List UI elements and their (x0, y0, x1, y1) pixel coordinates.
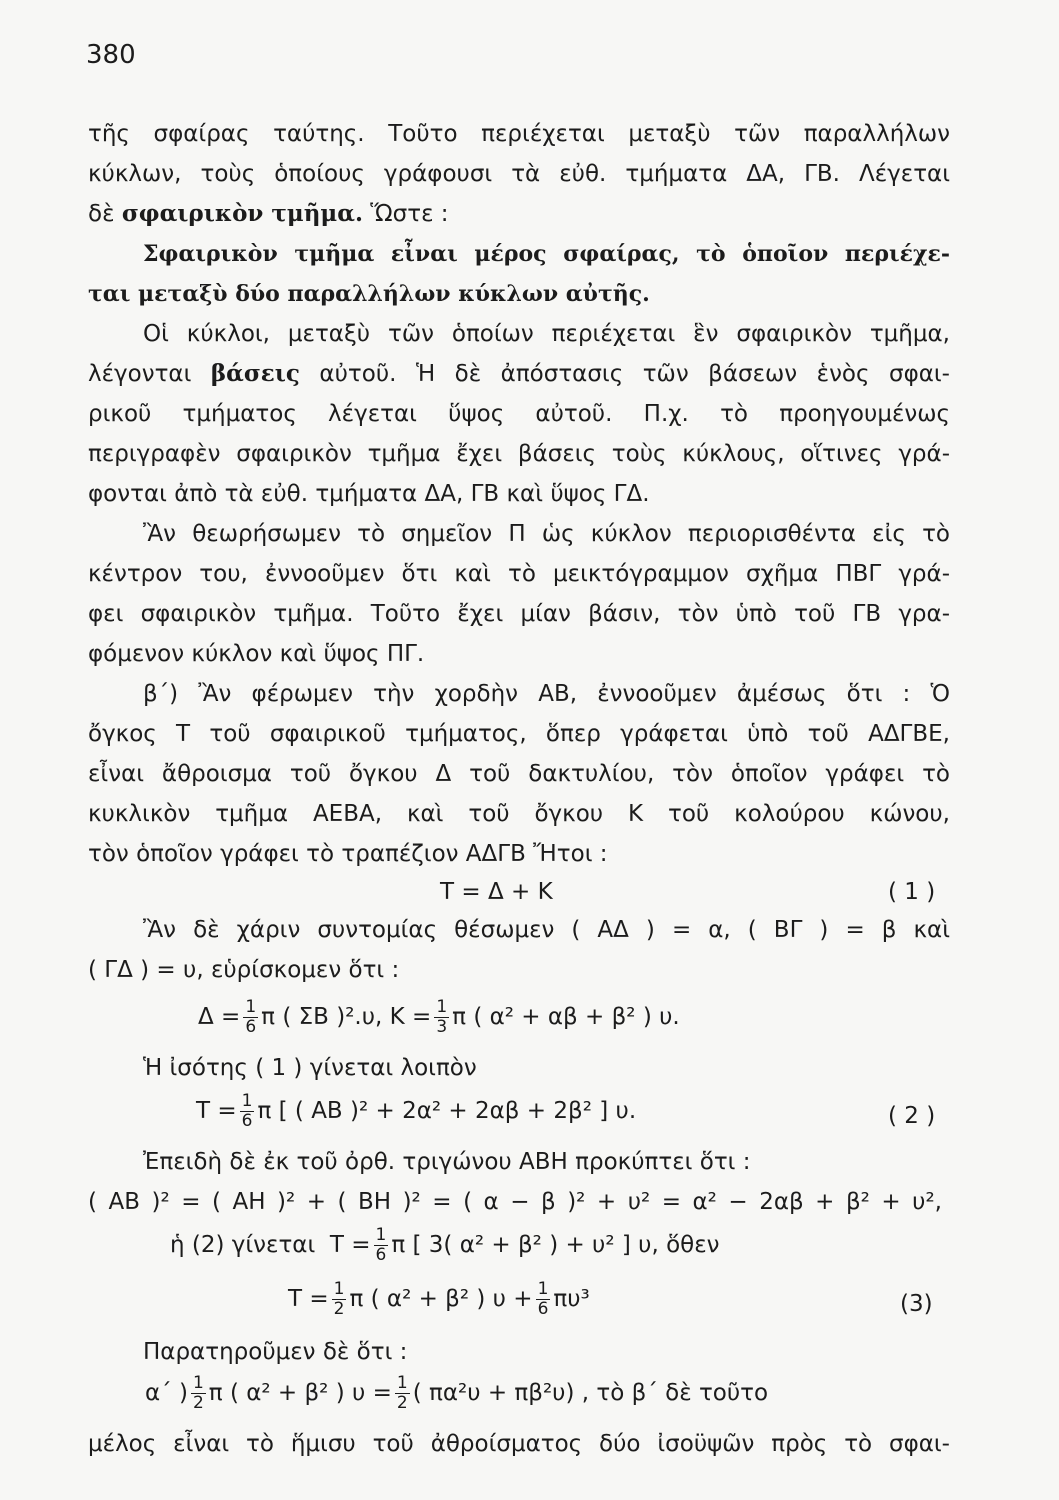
equation-number-2: ( 2 ) (888, 1103, 936, 1129)
fraction (243, 998, 258, 1037)
text-line-6: ρικοῦ τμήματος λέγεται ὕψος αὐτοῦ. Π.χ. τὸ προηγουμένως (88, 401, 950, 427)
definition-line-2: ται μεταξὺ δύο παραλλήλων κύκλων αὐτῆς. (88, 281, 650, 307)
equation-1: Τ = Δ + Κ (440, 879, 553, 905)
text-line-13: β΄) Ἂν φέρωμεν τὴν χορδὴν ΑΒ, ἐννοοῦμεν ἀμέσως ὅτι : Ὁ (143, 681, 950, 707)
text-line-23: μέλος εἶναι τὸ ἥμισυ τοῦ ἀθροίσματος δύο ἰσοϋψῶν πρὸς τὸ σφαι- (88, 1431, 950, 1457)
fraction-denominator: 2 (333, 1299, 345, 1319)
fraction (332, 1280, 347, 1319)
text-line-12: φόμενον κύκλον καὶ ὕψος ΠΓ. (88, 641, 425, 667)
equation-alpha (145, 1374, 768, 1413)
text-line-14: ὄγκος Τ τοῦ σφαιρικοῦ τμήματος, ὅπερ γράφεται ὑπὸ τοῦ ΑΔΓΒΕ, (88, 721, 950, 747)
eq-text: π ( ΣΒ )².υ, Κ = (261, 1004, 432, 1030)
fraction-denominator: 2 (192, 1393, 204, 1413)
fraction-denominator: 6 (537, 1299, 549, 1319)
eq-text: π ( α² + β² ) υ = (208, 1380, 392, 1406)
eq-text: Δ = (198, 1004, 241, 1030)
text-fragment: λέγονται (88, 361, 211, 387)
eq-text: π ( α² + αβ + β² ) υ. (452, 1004, 680, 1030)
equation-3 (288, 1280, 590, 1319)
fraction (536, 1280, 551, 1319)
equation-t-line (170, 1226, 720, 1265)
eq-text: πυ³ (553, 1286, 590, 1312)
text-line-7: περιγραφὲν σφαιρικὸν τμῆμα ἔχει βάσεις τοὺς κύκλους, οἵτινες γρά- (88, 441, 950, 467)
equation-number-3: (3) (900, 1291, 933, 1317)
text-line-5 (88, 358, 950, 394)
equation-delta-kappa (198, 998, 680, 1037)
text-line-20: Ἡ ἰσότης ( 1 ) γίνεται λοιπὸν (143, 1055, 477, 1081)
term-bases: βάσεις (210, 360, 300, 387)
fraction (240, 1092, 255, 1131)
fraction-denominator: 6 (375, 1245, 387, 1265)
fraction (374, 1226, 389, 1265)
fraction-numerator: 1 (375, 1225, 387, 1245)
text-line-19: ( ΓΔ ) = υ, εὑρίσκομεν ὅτι : (88, 957, 400, 983)
text-line-11: φει σφαιρικὸν τμῆμα. Τοῦτο ἔχει μίαν βάσιν, τὸν ὑπὸ τοῦ ΓΒ γρα- (88, 601, 950, 627)
equation-2 (196, 1092, 636, 1131)
fraction-numerator: 1 (241, 1091, 253, 1111)
text-line-22: Παρατηροῦμεν δὲ ὅτι : (143, 1339, 408, 1365)
eq-text: Τ = (329, 1232, 371, 1258)
text-line-3 (88, 198, 950, 234)
fraction-denominator: 6 (245, 1017, 257, 1037)
fraction-numerator: 1 (333, 1279, 345, 1299)
text-line-10: κέντρον του, ἐννοοῦμεν ὅτι καὶ τὸ μεικτόγραμμον σχῆμα ΠΒΓ γρά- (88, 561, 950, 587)
text-line-21: Ἐπειδὴ δὲ ἐκ τοῦ ὀρθ. τριγώνου ΑΒΗ προκύπτει ὅτι : (143, 1149, 751, 1175)
fraction-numerator: 1 (537, 1279, 549, 1299)
page-number: 380 (86, 40, 136, 70)
eq-text: π [ ( ΑΒ )² + 2α² + 2αβ + 2β² ] υ. (257, 1098, 637, 1124)
fraction (191, 1374, 206, 1413)
text-line-1: τῆς σφαίρας ταύτης. Τοῦτο περιέχεται μεταξὺ τῶν παραλλήλων (88, 121, 950, 147)
text-fragment: Ὥστε : (362, 201, 449, 227)
eq-text: ( πα²υ + πβ²υ (412, 1380, 566, 1406)
text-line-18: Ἂν δὲ χάριν συντομίας θέσωμεν ( ΑΔ ) = α, ( ΒΓ ) = β καὶ (143, 917, 950, 943)
eq-text: π [ 3( α² + β² ) + υ² ] υ, ὅθεν (391, 1232, 720, 1258)
eq-text: α΄ ) (145, 1380, 188, 1406)
text-line-4: Οἱ κύκλοι, μεταξὺ τῶν ὁποίων περιέχεται ἓν σφαιρικὸν τμῆμα, (143, 321, 950, 347)
eq-text: Τ = (196, 1098, 237, 1124)
eq-text: π ( α² + β² ) υ + (349, 1286, 533, 1312)
eq-text: ἡ (2) γίνεται (170, 1232, 316, 1258)
equation-ab: ( ΑΒ )² = ( ΑΗ )² + ( ΒΗ )² = ( α − β )² + υ² = α² − 2αβ + β² + υ², (88, 1189, 942, 1215)
equation-number-1: ( 1 ) (888, 879, 936, 905)
text-fragment: δὲ (88, 201, 122, 227)
fraction-denominator: 2 (396, 1393, 408, 1413)
text-line-15: εἶναι ἄθροισμα τοῦ ὄγκου Δ τοῦ δακτυλίου, τὸν ὁποῖον γράφει τὸ (88, 761, 950, 787)
fraction-denominator: 6 (241, 1111, 253, 1131)
fraction-denominator: 3 (436, 1017, 448, 1037)
fraction-numerator: 1 (245, 997, 257, 1017)
text-line-8: φονται ἀπὸ τὰ εὐθ. τμήματα ΔΑ, ΓΒ καὶ ὕψος ΓΔ. (88, 481, 650, 507)
eq-text: ) , τὸ β΄ δὲ τοῦτο (565, 1380, 769, 1406)
text-fragment: αὐτοῦ. Ἡ δὲ ἀπόστασις τῶν βάσεων ἑνὸς σφαι- (299, 361, 950, 387)
text-line-9: Ἂν θεωρήσωμεν τὸ σημεῖον Π ὡς κύκλον περιορισθέντα εἰς τὸ (143, 521, 950, 547)
fraction-numerator: 1 (396, 1373, 408, 1393)
fraction-numerator: 1 (436, 997, 448, 1017)
fraction-numerator: 1 (192, 1373, 204, 1393)
text-line-2: κύκλων, τοὺς ὁποίους γράφουσι τὰ εὐθ. τμήματα ΔΑ, ΓΒ. Λέγεται (88, 161, 950, 187)
term-spherical-segment: σφαιρικὸν τμῆμα. (121, 200, 363, 227)
text-line-17: τὸν ὁποῖον γράφει τὸ τραπέζιον ΑΔΓΒ Ἤτοι : (88, 841, 608, 867)
text-line-16: κυκλικὸν τμῆμα ΑΕΒΑ, καὶ τοῦ ὄγκου Κ τοῦ κολούρου κώνου, (88, 801, 950, 827)
fraction (434, 998, 449, 1037)
fraction (395, 1374, 410, 1413)
definition-line-1: Σφαιρικὸν τμῆμα εἶναι μέρος σφαίρας, τὸ ὁποῖον περιέχε- (143, 241, 950, 267)
eq-text: Τ = (288, 1286, 329, 1312)
